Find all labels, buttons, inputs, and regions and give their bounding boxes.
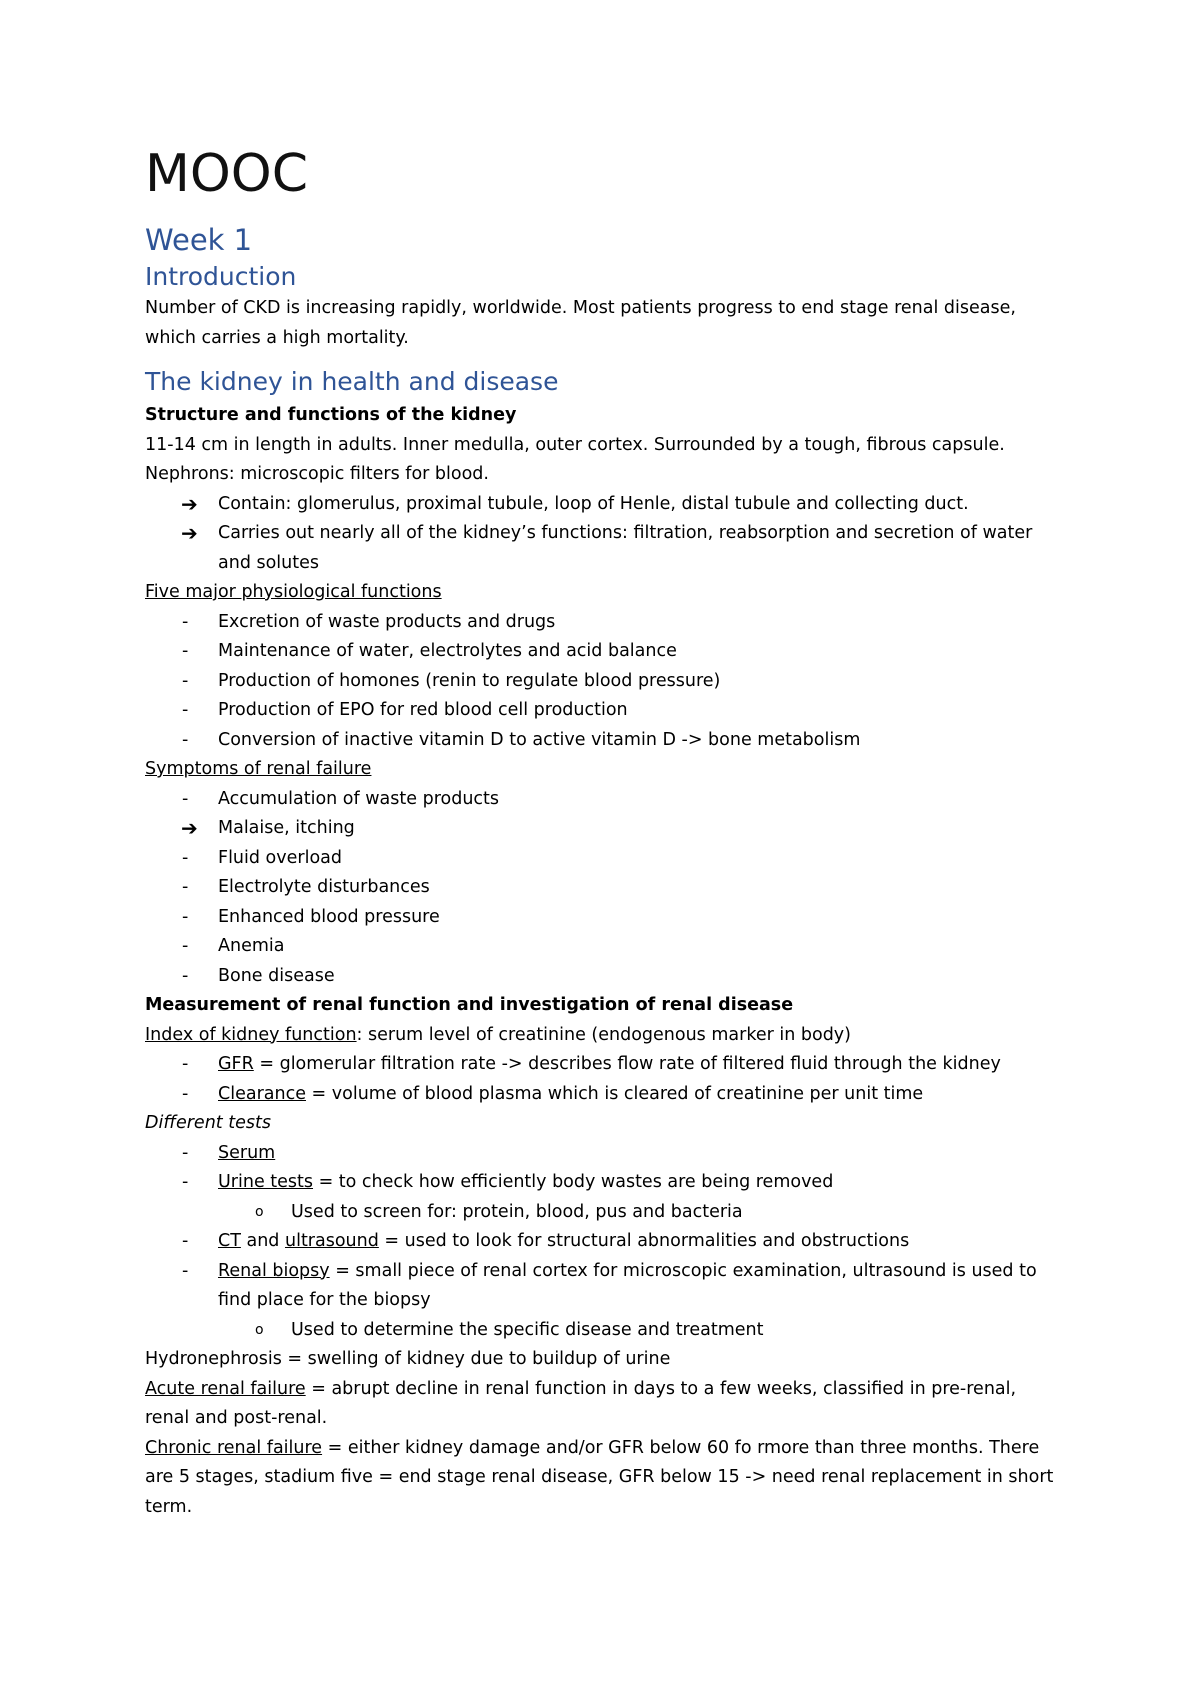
list-item xyxy=(145,873,1085,903)
week-heading: Week 1 xyxy=(145,223,253,257)
dash-bullet: - xyxy=(182,847,189,868)
list-item xyxy=(145,785,1085,815)
list-item xyxy=(145,1257,1085,1287)
arrow-item-text: Malaise, itching xyxy=(218,818,355,838)
list-item xyxy=(145,637,1085,667)
tests-heading: Different tests xyxy=(145,1113,271,1133)
urine-label: Urine tests xyxy=(218,1172,314,1192)
dash-bullet: - xyxy=(182,729,189,750)
dash-bullet: - xyxy=(182,670,189,691)
list-item xyxy=(145,608,1085,638)
dash-bullet: - xyxy=(182,1142,189,1163)
acute-text: = abrupt decline in renal function in days to a few weeks, classified in pre-renal, xyxy=(305,1378,1017,1399)
measurement-heading: Measurement of renal function and investigation of renal disease xyxy=(145,995,794,1015)
dash-bullet: - xyxy=(182,1083,189,1104)
list-item xyxy=(145,1227,1085,1257)
kidney-heading: The kidney in health and disease xyxy=(145,367,559,396)
symptoms-heading: Symptoms of renal failure xyxy=(145,759,372,779)
circle-bullet: o xyxy=(255,1321,264,1338)
dash-bullet: - xyxy=(182,1172,189,1192)
arrow-item xyxy=(145,814,1085,844)
list-item xyxy=(145,696,1085,726)
arrow-item-text: Contain: glomerulus, proximal tubule, loop of Henle, distal tubule and collecting duct. xyxy=(218,493,969,514)
circle-bullet: o xyxy=(255,1203,264,1220)
ultrasound-label: ultrasound xyxy=(284,1231,379,1251)
chronic-label: Chronic renal failure xyxy=(145,1437,323,1458)
dash-bullet: - xyxy=(182,1260,189,1281)
dash-bullet: - xyxy=(182,1231,189,1251)
dash-bullet: - xyxy=(182,611,189,632)
hydronephrosis-line: Hydronephrosis = swelling of kidney due to buildup of urine xyxy=(145,1349,671,1369)
list-item-text: Accumulation of waste products xyxy=(218,788,500,809)
list-item-text: Production of homones (renin to regulate blood pressure) xyxy=(218,670,721,691)
kidney-line-2: Nephrons: microscopic filters for blood. xyxy=(145,464,489,484)
chronic-line-3: term. xyxy=(145,1496,193,1517)
sub-list-item xyxy=(145,1198,1085,1228)
arrow-icon: ➔ xyxy=(181,816,198,840)
acute-label: Acute renal failure xyxy=(145,1378,306,1399)
arrow-icon: ➔ xyxy=(181,491,198,516)
list-item-continuation: find place for the biopsy xyxy=(218,1290,431,1310)
structure-subheading: Structure and functions of the kidney xyxy=(145,405,517,425)
functions-heading: Five major physiological functions xyxy=(145,582,442,602)
arrow-item-continuation: and solutes xyxy=(218,552,320,573)
urine-text: = to check how efficiently body wastes are being removed xyxy=(313,1172,834,1192)
list-item-text: Bone disease xyxy=(218,965,335,986)
biopsy-text: = small piece of renal cortex for microscopic examination, ultrasound is used to xyxy=(329,1260,1037,1281)
dash-bullet: - xyxy=(182,936,189,956)
arrow-item xyxy=(145,519,1085,549)
chronic-line-2: are 5 stages, stadium five = end stage renal disease, GFR below 15 -> need renal replacement in short xyxy=(145,1467,1054,1487)
chronic-line-1 xyxy=(145,1434,1085,1464)
list-item-text: Fluid overload xyxy=(218,847,342,868)
gfr-label: GFR xyxy=(218,1054,254,1074)
dash-bullet: - xyxy=(182,788,189,809)
arrow-item-text: Carries out nearly all of the kidney’s functions: filtration, reabsorption and secretion of water xyxy=(218,523,1033,543)
biopsy-label: Renal biopsy xyxy=(218,1260,330,1281)
dash-bullet: - xyxy=(182,700,189,720)
ct-text: = used to look for structural abnormalities and obstructions xyxy=(378,1231,910,1251)
list-item xyxy=(145,932,1085,962)
serum-label: Serum xyxy=(218,1142,276,1163)
sub-list-item-text: Used to screen for: protein, blood, pus and bacteria xyxy=(291,1201,743,1222)
list-item xyxy=(145,903,1085,933)
list-item xyxy=(145,726,1085,756)
list-item xyxy=(145,667,1085,697)
sub-list-item-text: Used to determine the specific disease and treatment xyxy=(291,1319,764,1340)
dash-bullet: - xyxy=(182,1054,189,1074)
index-line xyxy=(145,1021,1085,1051)
list-item xyxy=(145,1168,1085,1198)
list-item-text: Conversion of inactive vitamin D to active vitamin D -> bone metabolism xyxy=(218,729,861,750)
index-label: Index of kidney function xyxy=(145,1024,357,1045)
dash-bullet: - xyxy=(182,906,189,927)
clearance-text: = volume of blood plasma which is cleared of creatinine per unit time xyxy=(305,1083,924,1104)
dash-bullet: - xyxy=(182,641,189,661)
list-item-text: Enhanced blood pressure xyxy=(218,906,440,927)
acute-line-1 xyxy=(145,1375,1085,1405)
gfr-text: = glomerular filtration rate -> describes flow rate of filtered fluid through the kidney xyxy=(253,1054,1001,1074)
document-title: MOOC xyxy=(145,144,309,204)
arrow-icon: ➔ xyxy=(181,521,198,545)
list-item-text: Excretion of waste products and drugs xyxy=(218,611,556,632)
dash-bullet: - xyxy=(182,965,189,986)
ct-label: CT xyxy=(218,1231,241,1251)
intro-heading: Introduction xyxy=(145,262,297,291)
arrow-item xyxy=(145,490,1085,520)
kidney-line-1: 11-14 cm in length in adults. Inner medulla, outer cortex. Surrounded by a tough, fibrous capsule. xyxy=(145,434,1005,455)
acute-line-2: renal and post-renal. xyxy=(145,1408,328,1428)
sub-list-item xyxy=(145,1316,1085,1346)
list-item-text: Anemia xyxy=(218,936,285,956)
clearance-label: Clearance xyxy=(218,1083,306,1104)
document-content xyxy=(145,140,1085,1522)
list-item xyxy=(145,1050,1085,1080)
list-item-text: Production of EPO for red blood cell production xyxy=(218,700,628,720)
dash-bullet: - xyxy=(182,877,189,897)
chronic-text: = either kidney damage and/or GFR below 60 fo rmore than three months. There xyxy=(322,1437,1040,1458)
list-item-text: Electrolyte disturbances xyxy=(218,877,430,897)
and-text: and xyxy=(240,1231,285,1251)
list-item xyxy=(145,1139,1085,1169)
list-item xyxy=(145,844,1085,874)
index-text: : serum level of creatinine (endogenous marker in body) xyxy=(356,1024,851,1045)
list-item-text: Maintenance of water, electrolytes and acid balance xyxy=(218,641,677,661)
intro-line-2: which carries a high mortality. xyxy=(145,327,409,348)
list-item xyxy=(145,1080,1085,1110)
list-item xyxy=(145,962,1085,992)
intro-line-1: Number of CKD is increasing rapidly, worldwide. Most patients progress to end stage renal disease, xyxy=(145,298,1016,318)
